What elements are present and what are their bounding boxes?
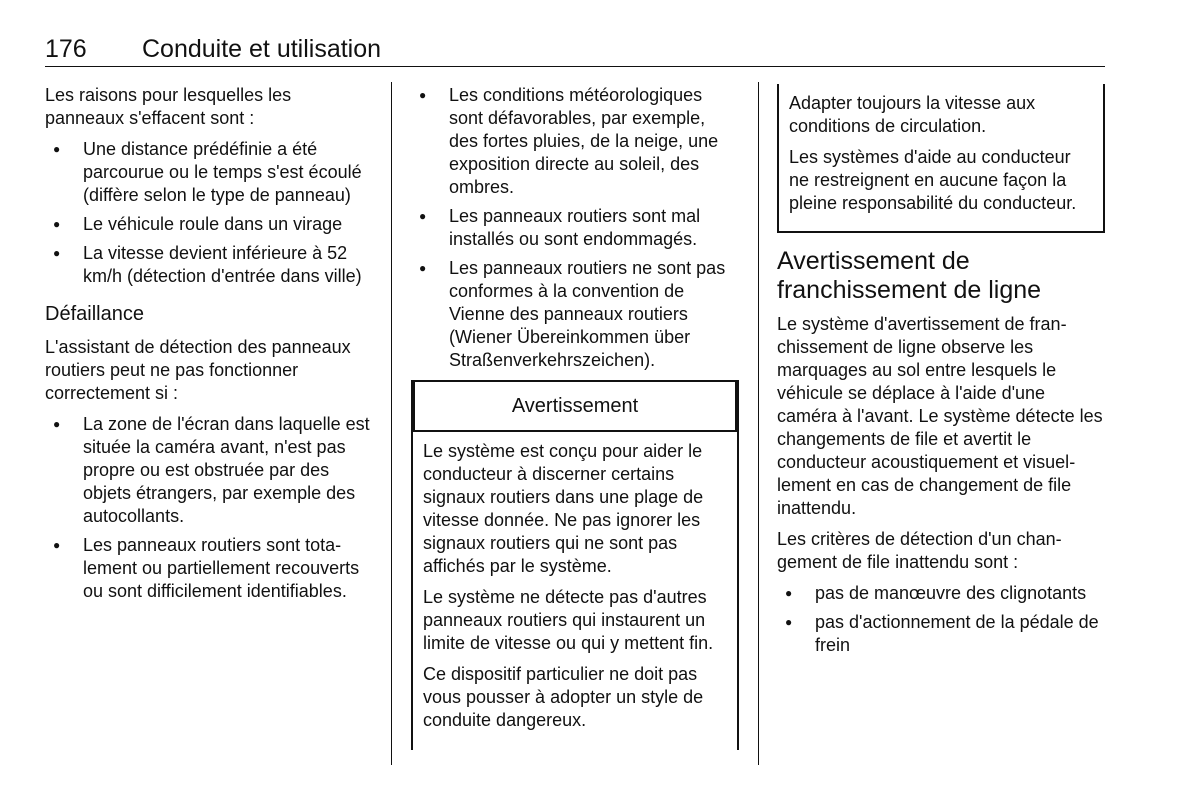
section-heading-malfunction: Défaillance xyxy=(45,303,144,325)
warning-box-title: Avertissement xyxy=(413,380,737,432)
column-3 xyxy=(777,84,1105,665)
list-item: ● Les panneaux routiers sont totalement ou partiellement recouverts ou sont difficilement identifiables. xyxy=(45,534,375,603)
list-item: ● Le véhicule roule dans un virage xyxy=(45,213,375,236)
header-rule xyxy=(45,66,1105,67)
list-item: ● pas de manœuvre des clignotants xyxy=(777,582,1105,605)
list-item: ● Les conditions météorologiques sont défavorables, par exemple, des fortes pluies, de la neige, une exposition directe au soleil, des ombres. xyxy=(411,84,739,199)
malfunction-list-continued xyxy=(411,84,739,372)
column-divider-2 xyxy=(758,82,759,765)
clear-reasons-list xyxy=(45,138,375,288)
warning-paragraph: Le système ne détecte pas d'autres panneaux routiers qui instaurent un limite de vitesse ou qui y mettent fin. xyxy=(423,587,714,653)
list-item: ● Les panneaux routiers ne sont pas conformes à la convention de Vienne des panneaux routiers (Wiener Übereinkommen über Straßenverkehrszeichen). xyxy=(411,257,739,372)
column-divider-1 xyxy=(391,82,392,765)
list-item: ● pas d'actionnement de la pédale de frein xyxy=(777,611,1105,657)
lane-departure-paragraph: Le système d'avertissement de franchissement de ligne observe les marquages au sol entre lesquels le véhicule se déplace à l'aide d'une caméra à l'avant. Le système détecte les changements de file et avertit le conducteur acoustiquement et visuellement en cas de changement de file inattendu. xyxy=(777,314,1103,518)
page-number: 176 xyxy=(45,35,87,63)
column-1 xyxy=(45,84,375,611)
page-title: Conduite et utilisation xyxy=(142,35,382,63)
section-heading-lane-departure: Avertissement de franchissement de ligne xyxy=(777,247,1042,304)
warning-paragraph: Ce dispositif particulier ne doit pas vous pousser à adopter un style de conduite dangereux. xyxy=(423,664,704,730)
warning-paragraph: Adapter toujours la vitesse aux conditions de circulation. xyxy=(789,93,1036,136)
criteria-list xyxy=(777,582,1105,657)
malfunction-paragraph: L'assistant de détection des panneaux routiers peut ne pas fonctionner correctement si : xyxy=(45,337,351,403)
warning-box-continued xyxy=(777,84,1105,233)
warning-paragraph: Le système est conçu pour aider le conducteur à discerner certains signaux routiers dans une plage de vitesse donnée. Ne pas ignorer les signaux routiers qui ne sont pas affichés par le système. xyxy=(423,441,704,576)
lane-departure-criteria: Les critères de détection d'un changement de file inattendu sont : xyxy=(777,529,1062,572)
list-item: ● Une distance prédéfinie a été parcourue ou le temps s'est écoulé (diffère selon le type de panneau) xyxy=(45,138,375,207)
warning-box xyxy=(411,380,739,750)
list-item: ● La zone de l'écran dans laquelle est située la caméra avant, n'est pas propre ou est obstruée par des objets étrangers, par exemple des autocollants. xyxy=(45,413,375,528)
warning-box-body xyxy=(413,432,737,750)
warning-paragraph: Les systèmes d'aide au conducteur ne restreignent en aucune façon la pleine responsabilité du conducteur. xyxy=(789,147,1077,213)
list-item: ● Les panneaux routiers sont mal installés ou sont endommagés. xyxy=(411,205,739,251)
intro-paragraph: Les raisons pour lesquelles les panneaux s'effacent sont : xyxy=(45,85,292,128)
list-item: ● La vitesse devient inférieure à 52 km/h (détection d'entrée dans ville) xyxy=(45,242,375,288)
column-2 xyxy=(411,84,739,750)
malfunction-list xyxy=(45,413,375,603)
